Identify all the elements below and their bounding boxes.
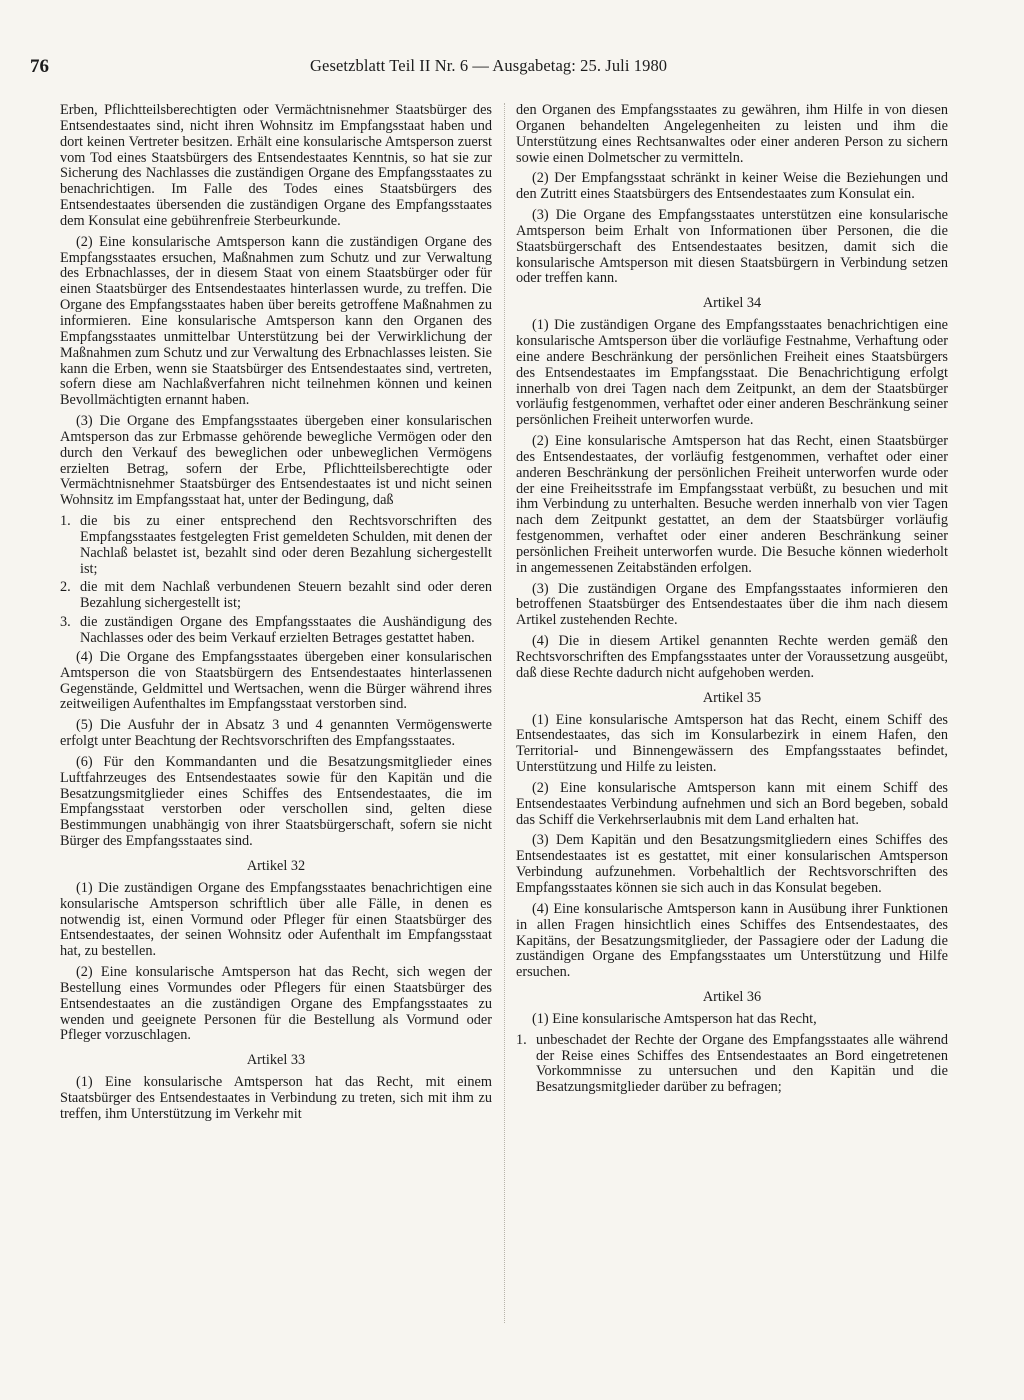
- article-heading: Artikel 35: [702, 689, 762, 706]
- paragraph: (2) Eine konsularische Amtsperson hat das Recht, sich wegen der Bestellung eines Vormundes oder Pflegers für einen Staatsbürger des Entsendestaates an die zuständigen Organe des Empfangsstaates zu wenden und geeignete Personen für die Bestellung als Vormund oder Pfleger vorzuschlagen.: [60, 964, 492, 1044]
- right-column: [516, 103, 948, 1099]
- list-item: [60, 615, 492, 647]
- paragraph: (6) Für den Kommandanten und die Besatzungsmitglieder eines Luftfahrzeuges des Entsendestaates sowie für den Kapitän und die Besatzungsmitglieder eines Schiffes des Entsendestaates, die im Empfangsstaat verstorben oder verschollen sind, gelten diese Bestimmungen unabhängig von ihrer Staatsbürgerschaft, sofern sie nicht Bürger des Empfangsstaates sind.: [60, 753, 492, 850]
- list-text: die mit dem Nachlaß verbundenen Steuern bezahlt sind oder deren Bezahlung sichergestellt ist;: [80, 579, 492, 612]
- paragraph: (1) Eine konsularische Amtsperson hat das Recht,: [532, 1010, 817, 1027]
- article-heading: Artikel 36: [702, 989, 762, 1006]
- paragraph: (5) Die Ausfuhr der in Absatz 3 und 4 genannten Vermögenswerte erfolgt unter Beachtung der Rechtsvorschriften des Empfangsstaates.: [60, 717, 492, 750]
- list-text: die zuständigen Organe des Empfangsstaates die Aushändigung des Nachlasses oder des beim Verkauf erzielten Betrages gestattet haben.: [80, 614, 492, 646]
- list-number: 1.: [516, 1031, 527, 1048]
- paragraph: (3) Die Organe des Empfangsstaates übergeben einer konsularischen Amtsperson das zur Erbmasse gehörende bewegliche Vermögen oder den durch den Verkauf des beweglichen oder unbeweglichen Vermögens erzielten Betrag, sofern der Erbe, Pflichtteilsberechtigte oder Vermächtnisnehmer Staatsbürger des Entsendestaates ist und nicht seinen Wohnsitz im Empfangsstaat hat, unter der Bedingung, daß: [60, 413, 492, 509]
- page-header: [0, 56, 1024, 84]
- list-item: [516, 1033, 948, 1096]
- list-item: [60, 514, 492, 577]
- left-column: [60, 103, 492, 1128]
- paragraph: (3) Die zuständigen Organe des Empfangsstaates informieren den betroffenen Staatsbürger des Entsendestaates über die ihm nach diesem Artikel zustehenden Rechte.: [516, 580, 948, 629]
- paragraph: Erben, Pflichtteilsberechtigten oder Vermächtnisnehmer Staatsbürger des Entsendestaates sind, nicht ihren Wohnsitz im Empfangsstaat haben und dort keinen Vertreter besitzen. Erhält eine konsularische Amtsperson zuerst vom Tod eines Staatsbürgers des Entsendestaates Kenntnis, so hat sie zur Sicherung des Nachlasses die zuständigen Organe des Empfangsstaates zu benachrichtigen. Im Falle des Todes eines Staatsbürgers des Entsendestaates übersenden die zuständigen Organe des Empfangsstaates dem Konsulat eine gebührenfreie Sterbeurkunde.: [60, 102, 492, 229]
- article-heading: Artikel 33: [246, 1052, 306, 1069]
- article-heading: Artikel 32: [246, 857, 306, 874]
- gazette-header-title: Gesetzblatt Teil II Nr. 6 — Ausgabetag: 25. Juli 1980: [310, 56, 668, 75]
- list-text: unbeschadet der Rechte der Organe des Empfangsstaates alle während der Reise eines Schiffes des Entsendestaates an Bord eingetretenen Vorkommnisse zu untersuchen und den Kapitän und die Besatzungsmitglieder darüber zu befragen;: [536, 1031, 948, 1096]
- paragraph: (1) Eine konsularische Amtsperson hat das Recht, mit einem Staatsbürger des Entsendestaates in Verbindung zu treten, sich mit ihm zu treffen, ihm Unterstützung im Verkehr mit: [60, 1074, 492, 1122]
- list-number: 3.: [60, 614, 71, 631]
- page-number: 76: [30, 56, 49, 77]
- column-divider: [504, 103, 505, 1323]
- paragraph: (1) Die zuständigen Organe des Empfangsstaates benachrichtigen eine konsularische Amtsperson schriftlich über alle Fälle, in denen es notwendig ist, einen Vormund oder Pfleger für einen Staatsbürger des Entsendestaates, der seinen Wohnsitz oder Aufenthalt im Empfangsstaat hat, zu bestellen.: [60, 879, 492, 960]
- paragraph: (2) Der Empfangsstaat schränkt in keiner Weise die Beziehungen und den Zutritt eines Staatsbürgers des Entsendestaates zum Konsulat ein.: [516, 170, 948, 203]
- paragraph: (2) Eine konsularische Amtsperson kann die zuständigen Organe des Empfangsstaates ersuchen, Maßnahmen zum Schutz und zur Verwaltung des Erbnachlasses, der in diesem Staat von einem Staatsbürger oder für einen Staatsbürger des Entsendestaates hinterlassen wurde, zu treffen. Die Organe des Empfangsstaates haben über bereits getroffene Maßnahmen zu informieren. Eine konsularische Amtsperson kann den Organen des Empfangsstaates unmittelbar Unterstützung bei der Verwirklichung der Maßnahmen zum Schutz und zur Verwaltung des Erbnachlasses leisten. Sie kann die Erben, wenn sie Staatsbürger des Entsendestaates sind, vertreten, sofern diese am Nachlaßverfahren nicht teilnehmen können und keinen Bevollmächtigten ernannt haben.: [60, 233, 492, 409]
- list-text: die bis zu einer entsprechend den Rechtsvorschriften des Empfangsstaates festgelegten Frist gemeldeten Schulden, mit denen der Nachlaß belastet ist, bezahlt sind oder deren Bezahlung sichergestellt ist;: [80, 513, 492, 577]
- list-item: [60, 580, 492, 612]
- list-number: 2.: [60, 579, 71, 596]
- paragraph: (2) Eine konsularische Amtsperson kann mit einem Schiff des Entsendestaates Verbindung aufnehmen und sich an Bord begeben, sobald das Schiff die Verkehrserlaubnis mit dem Land erhalten hat.: [516, 779, 948, 828]
- paragraph: (2) Eine konsularische Amtsperson hat das Recht, einen Staatsbürger des Entsendestaates, der vorläufig festgenommen, verhaftet oder einer anderen Beschränkung der persönlichen Freiheit unterworfen wurde oder der eine Freiheitsstrafe im Empfangsstaat verbüßt, zu besuchen und mit ihm Verbindung zu unterhalten. Besuche werden innerhalb von vier Tagen nach dem Zeitpunkt gestattet, an dem der Staatsbürger vorläufig festgenommen, verhaftet oder einer anderen Beschränkung seiner persönlichen Freiheit unterworfen wurde. Die Besuche können wiederholt in angemessenen Zeitabständen erfolgen.: [516, 433, 948, 576]
- paragraph: (3) Die Organe des Empfangsstaates unterstützen eine konsularische Amtsperson beim Erhalt von Informationen über Personen, die die Staatsbürgerschaft des Entsendestaates besitzen, damit sich die konsularische Amtsperson mit diesen Staatsbürgern in Verbindung setzen oder treffen kann.: [516, 207, 948, 287]
- list-number: 1.: [60, 513, 71, 530]
- paragraph: (1) Eine konsularische Amtsperson hat das Recht, einem Schiff des Entsendestaates, das sich im Konsularbezirk in einem Hafen, den Territorial- und Binnengewässern des Empfangsstaates befindet, Unterstützung und Hilfe zu leisten.: [516, 711, 948, 776]
- paragraph: (4) Die Organe des Empfangsstaates übergeben einer konsularischen Amtsperson die von Staatsbürgern des Entsendestaates hinterlassenen Gegenstände, Geldmittel und Wertsachen, wenn die Bürger während ihres zeitweiligen Aufenthaltes im Empfangsstaat verstorben sind.: [60, 648, 492, 713]
- paragraph: (1) Die zuständigen Organe des Empfangsstaates benachrichtigen eine konsularische Amtsperson über die vorläufige Festnahme, Verhaftung oder eine andere Beschränkung der persönlichen Freiheit eines Staatsbürgers des Entsendestaates im Empfangsstaat. Die Benachrichtigung erfolgt innerhalb von drei Tagen nach dem Zeitpunkt, an dem der Staatsbürger vorläufig festgenommen, verhaftet oder einer anderen Beschränkung seiner persönlichen Freiheit unterworfen wurde.: [516, 317, 948, 429]
- paragraph: (4) Eine konsularische Amtsperson kann in Ausübung ihrer Funktionen in allen Fragen hinsichtlich eines Schiffes des Entsendestaates, des Kapitäns, der Besatzungsmitglieder, der Passagiere oder der Ladung die zuständigen Organe des Empfangsstaates um Unterstützung und Hilfe ersuchen.: [516, 900, 948, 981]
- article-heading: Artikel 34: [702, 295, 762, 312]
- paragraph: (4) Die in diesem Artikel genannten Rechte werden gemäß den Rechtsvorschriften des Empfangsstaates unter der Voraussetzung ausgeübt, daß diese Rechte dadurch nicht aufgehoben werden.: [516, 633, 948, 681]
- paragraph: den Organen des Empfangsstaates zu gewähren, ihm Hilfe in von diesen Organen behandelten Angelegenheiten zu leisten und ihm die Unterstützung eines Rechtsanwaltes oder einer anderen Person zu sichern sowie einen Dolmetscher zu vermitteln.: [516, 102, 948, 166]
- paragraph: (3) Dem Kapitän und den Besatzungsmitgliedern eines Schiffes des Entsendestaates ist es gestattet, mit einer konsularischen Amtsperson Verbindung aufzunehmen. Vorbehaltlich der Rechtsvorschriften des Empfangsstaates können sie sich auch in das Konsulat begeben.: [516, 832, 948, 896]
